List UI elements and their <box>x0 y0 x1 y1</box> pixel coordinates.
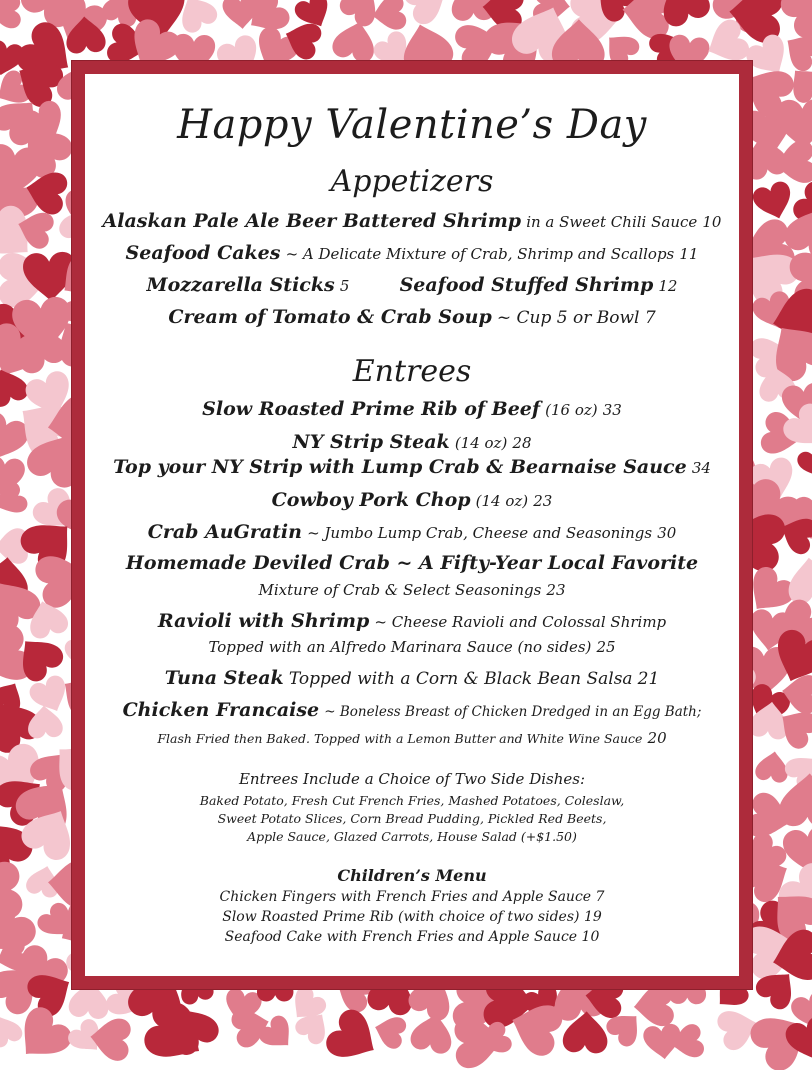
heart-icon <box>370 0 408 33</box>
entree-item-detail: Mixture of Crab & Select Seasonings 23 <box>258 581 566 599</box>
heart-icon <box>0 0 21 29</box>
menu-card <box>85 74 739 976</box>
childrens-menu-heading: Children’s Menu <box>337 866 487 885</box>
heart-icon <box>400 0 454 28</box>
entree-item: Tuna Steak Topped with a Corn & Black Bean Salsa 21 <box>164 667 660 689</box>
heart-icon <box>330 17 380 65</box>
entrees-heading: Entrees <box>352 354 472 389</box>
heart-icon <box>0 1011 25 1050</box>
heart-icon <box>776 0 812 43</box>
appetizer-item: Seafood Cakes ~ A Delicate Mixture of Crab, Shrimp and Scallops 11 <box>125 242 699 264</box>
childrens-menu-item: Slow Roasted Prime Rib (with choice of two sides) 19 <box>222 909 602 925</box>
entree-item: Cowboy Pork Chop (14 oz) 23 <box>271 489 553 511</box>
heart-icon <box>26 704 63 739</box>
heart-icon <box>322 1005 387 1070</box>
heart-icon <box>371 1012 408 1051</box>
entree-item: NY Strip Steak (14 oz) 28 <box>292 431 532 453</box>
appetizer-item: Cream of Tomato & Crab Soup ~ Cup 5 or Bowl 7 <box>168 306 656 328</box>
sides-heading: Entrees Include a Choice of Two Side Dishes: <box>238 770 586 788</box>
entree-item-detail: Flash Fried then Baked. Topped with a Lemon Butter and White Wine Sauce 20 <box>157 729 667 747</box>
menu-frame <box>71 60 753 990</box>
entree-item: Chicken Francaise ~ Boneless Breast of Chicken Dredged in an Egg Bath; <box>122 699 702 721</box>
sides-line: Sweet Potato Slices, Corn Bread Pudding, Pickled Red Beets, <box>217 811 607 826</box>
entree-item: Ravioli with Shrimp ~ Cheese Ravioli and Colossal Shrimp <box>157 610 667 632</box>
entree-item: Top your NY Strip with Lump Crab & Bearnaise Sauce 34 <box>113 456 711 478</box>
sides-line: Apple Sauce, Glazed Carrots, House Salad (+$1.50) <box>247 829 577 844</box>
appetizers-heading: Appetizers <box>330 164 494 199</box>
heart-icon <box>795 443 812 483</box>
entree-item: Crab AuGratin ~ Jumbo Lump Crab, Cheese and Seasonings 30 <box>147 521 677 543</box>
sides-line: Baked Potato, Fresh Cut French Fries, Mashed Potatoes, Coleslaw, <box>199 793 625 808</box>
entree-item: Slow Roasted Prime Rib of Beef (16 oz) 33 <box>202 398 622 420</box>
page-title: Happy Valentine’s Day <box>177 102 647 148</box>
entree-item-detail: Topped with an Alfredo Marinara Sauce (no sides) 25 <box>208 638 616 656</box>
childrens-menu-item: Chicken Fingers with French Fries and Apple Sauce 7 <box>219 889 605 905</box>
entree-item: Homemade Deviled Crab ~ A Fifty-Year Local Favorite <box>125 552 699 574</box>
heart-icon <box>750 179 797 224</box>
appetizer-item: Mozzarella Sticks 5 Seafood Stuffed Shrimp 12 <box>146 274 678 296</box>
childrens-menu-item: Seafood Cake with French Fries and Apple Sauce 10 <box>224 929 600 945</box>
appetizer-item: Alaskan Pale Ale Beer Battered Shrimp in a Sweet Chili Sauce 10 <box>102 210 722 232</box>
